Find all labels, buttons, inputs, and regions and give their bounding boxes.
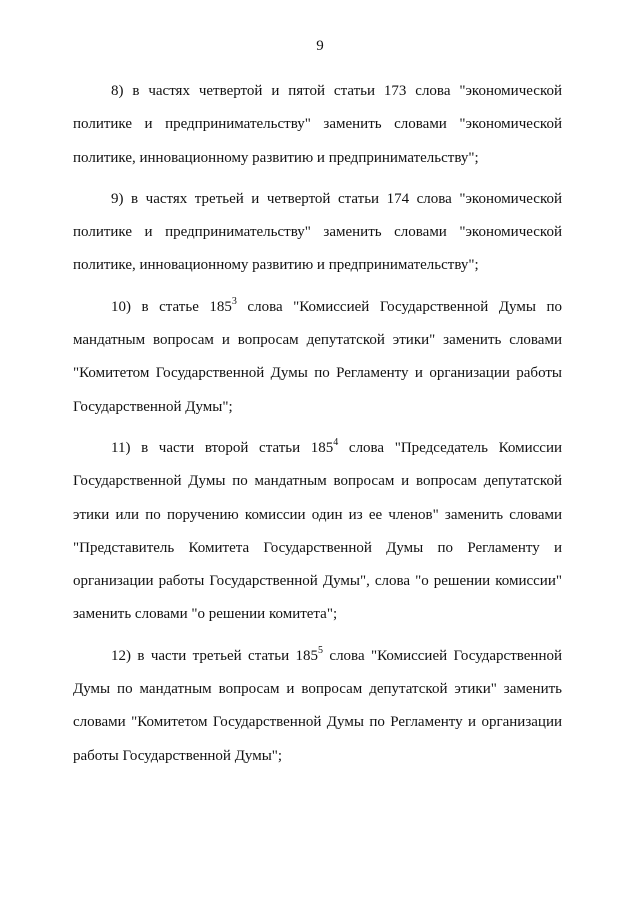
document-body [73,75,562,781]
text-fragment: 12) в части третьей статьи 185 [111,647,319,664]
text-line: "Представитель Комитета Государственной Думы по Регламенту и [73,539,562,556]
text-line: мандатным вопросам и вопросам депутатской этики" заменить словами [73,332,562,349]
text-line: 9) в частях третьей и четвертой статьи 174 слова "экономической [111,190,562,207]
superscript: 5 [318,644,324,656]
text-fragment: 11) в части второй статьи 185 [111,439,334,456]
text-line: этики или по поручению комиссии один из ее членов" заменить словами [73,506,562,523]
superscript: 3 [231,295,237,307]
text-line: работы Государственной Думы"; [73,747,283,764]
text-line: политике и предпринимательству" заменить словами "экономической [73,116,562,133]
paragraph-8 [73,75,562,175]
page-number: 9 [316,38,324,54]
text-fragment: слова "Председатель Комиссии [338,439,562,456]
text-line: "Комитетом Государственной Думы по Регламенту и организации работы [73,365,562,382]
text-line: организации работы Государственной Думы", слова "о решении комиссии" [73,573,562,590]
text-line [73,432,562,465]
text-line: политике, инновационному развитию и предпринимательству"; [73,149,479,166]
text-line [73,640,562,673]
text-line: 8) в частях четвертой и пятой статьи 173 слова "экономической [111,83,562,99]
text-line: политике и предпринимательству" заменить словами "экономической [73,224,562,241]
paragraph-9 [73,183,562,283]
text-fragment: 10) в статье 185 [111,298,232,315]
text-line [73,291,562,324]
superscript: 4 [333,436,339,448]
paragraph-11 [73,432,562,632]
text-fragment: слова "Комиссией Государственной Думы по [236,298,562,315]
text-line: политике, инновационному развитию и предпринимательству"; [73,257,479,274]
paragraph-10 [73,291,562,424]
text-fragment: слова "Комиссией Государственной [323,647,562,664]
text-line: Государственной Думы по мандатным вопросам и вопросам депутатской [73,473,562,490]
text-line: Думы по мандатным вопросам и вопросам депутатской этики" заменить [73,681,562,698]
paragraph-12 [73,640,562,773]
text-line: заменить словами "о решении комитета"; [73,606,338,623]
text-line: словами "Комитетом Государственной Думы по Регламенту и организации [73,714,562,731]
text-line: Государственной Думы"; [73,398,233,415]
